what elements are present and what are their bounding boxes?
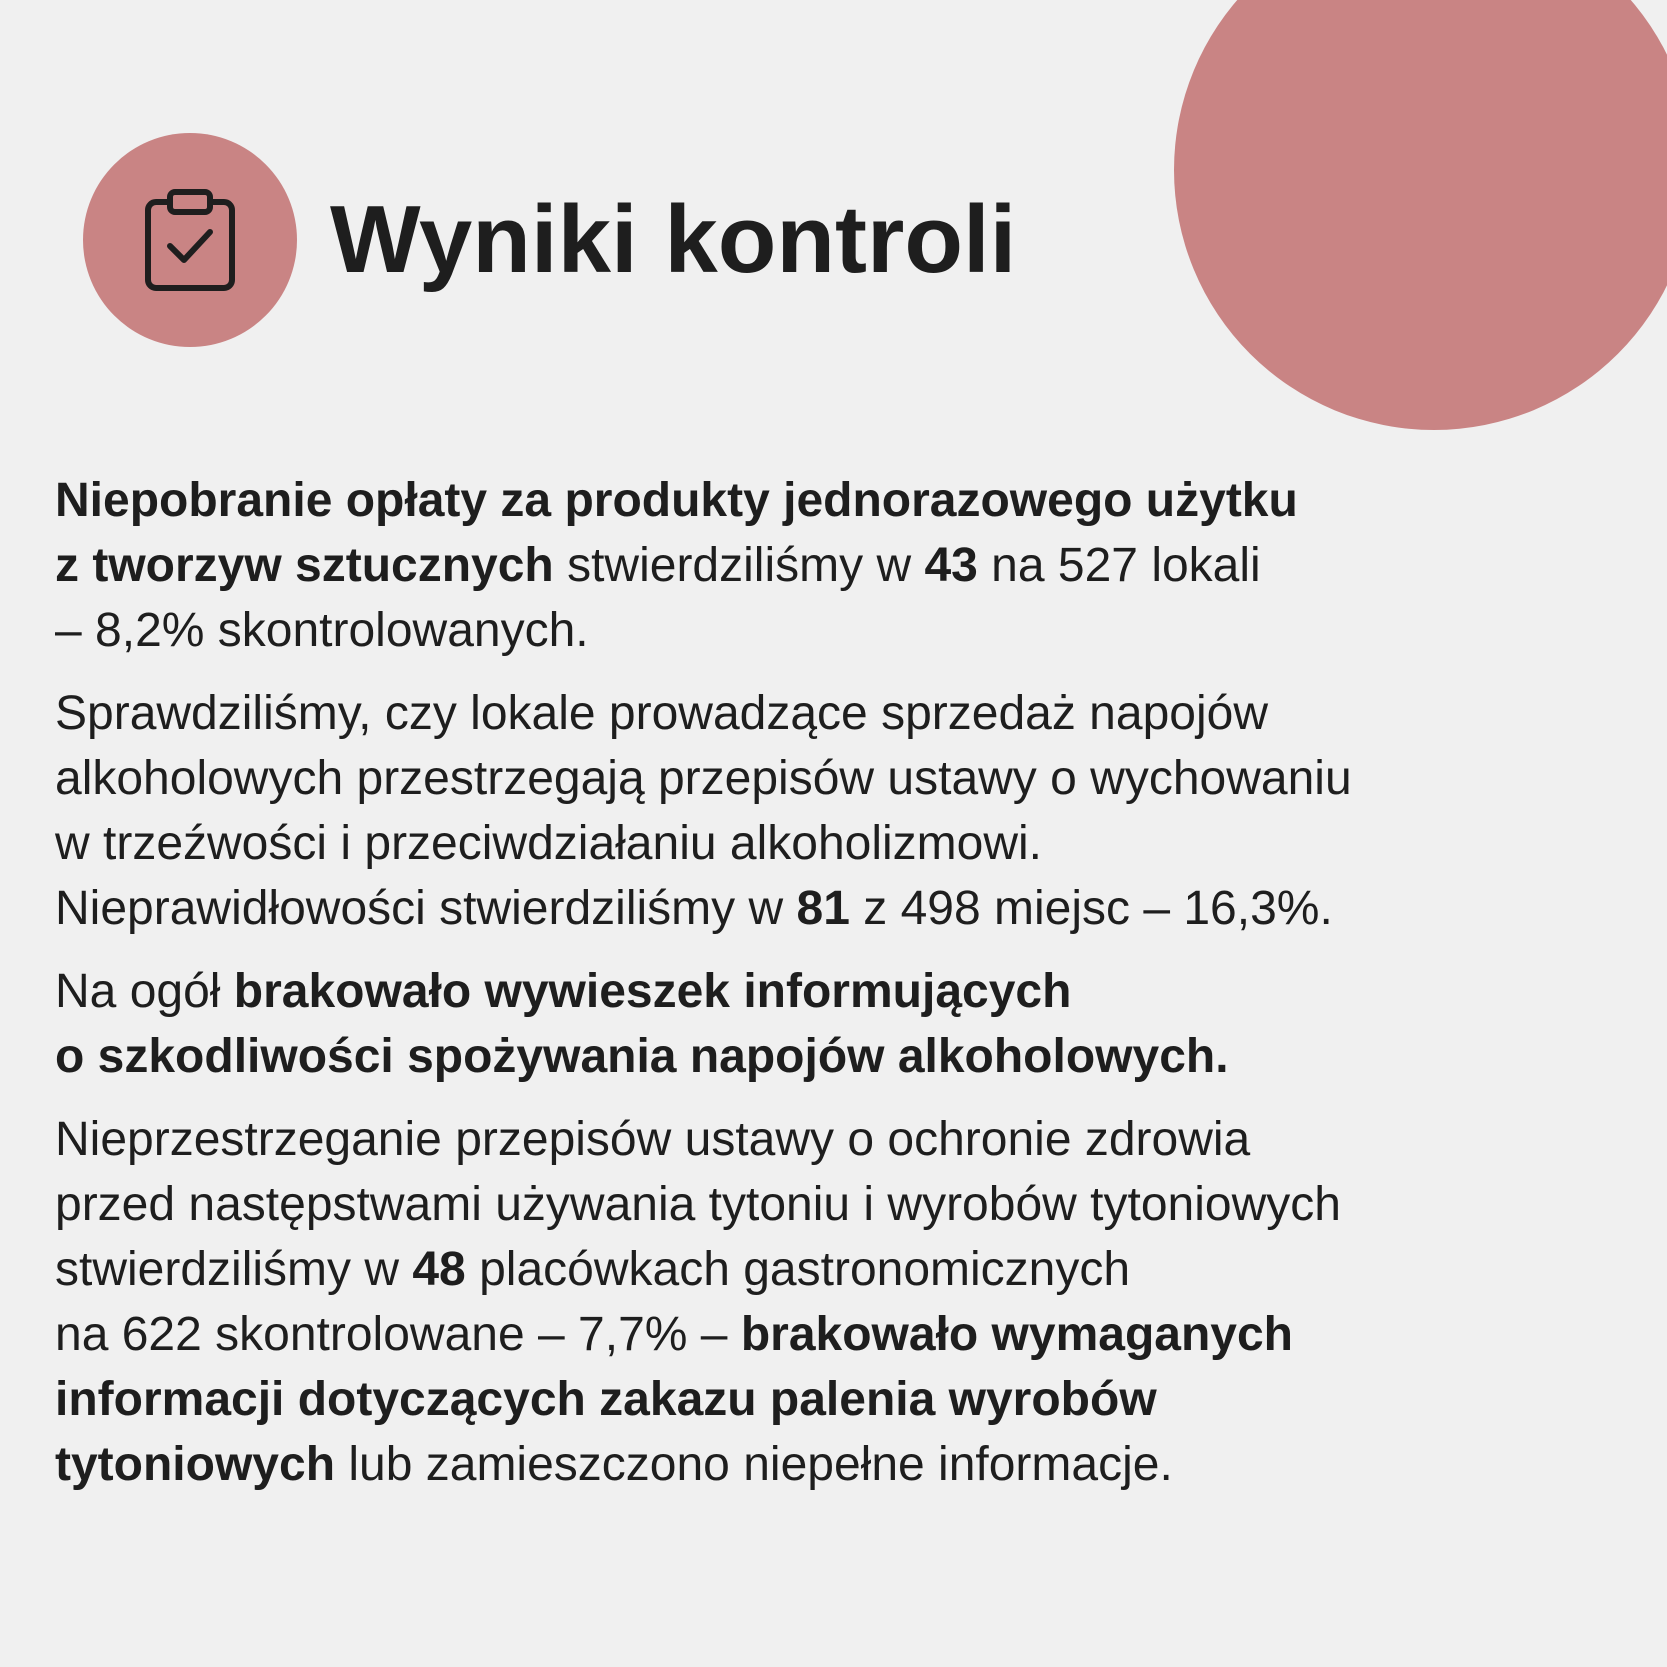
stat-number: 48 [412,1243,466,1296]
paragraph-alcohol-law [55,681,1615,941]
paragraph-plastic-fee [55,468,1615,663]
stat-number: 81 [796,882,850,935]
emphasis-text: o szkodliwości spożywania napojów alkoholowych. [55,1030,1229,1083]
body-text: z 498 miejsc – 16,3%. [849,882,1333,935]
paragraph-tobacco-law [55,1107,1615,1497]
body-text: stwierdziliśmy w [55,1243,413,1296]
emphasis-text: tytoniowych [55,1438,336,1491]
body-text: Na ogół [55,965,234,1018]
emphasis-text: Niepobranie opłaty za produkty jednorazowego użytku [55,474,1298,527]
body-text: w trzeźwości i przeciwdziałaniu alkoholizmowi. [55,817,1042,870]
body-text: przed następstwami używania tytoniu i wyrobów tytoniowych [55,1178,1341,1231]
page-title: Wyniki kontroli [330,186,1017,293]
body-text: placówkach gastronomicznych [465,1243,1131,1296]
body-text: na 622 skontrolowane – 7,7% – [55,1308,741,1361]
emphasis-text: brakowało wywieszek informujących [233,965,1072,1018]
body-text: lub zamieszczono niepełne informacje. [335,1438,1173,1491]
stat-number: 43 [924,539,978,592]
body-text: Sprawdziliśmy, czy lokale prowadzące sprzedaż napojów [55,687,1268,740]
body-text: alkoholowych przestrzegają przepisów ustawy o wychowaniu [55,752,1352,805]
emphasis-text: brakowało wymaganych [740,1308,1293,1361]
body-text: stwierdziliśmy w [553,539,925,592]
paragraph-alcohol-notices [55,959,1615,1089]
body-text: Nieprawidłowości stwierdziliśmy w [55,882,797,935]
body-text: – 8,2% skontrolowanych. [55,604,589,657]
body-text: na 527 lokali [977,539,1261,592]
emphasis-text: z tworzyw sztucznych [55,539,554,592]
body-text: Nieprzestrzeganie przepisów ustawy o ochronie zdrowia [55,1113,1251,1166]
emphasis-text: informacji dotyczących zakazu palenia wyrobów [55,1373,1157,1426]
decorative-circle [1174,0,1667,430]
content-body [55,468,1615,1515]
clipboard-check-icon [138,188,242,292]
icon-badge [83,133,297,347]
